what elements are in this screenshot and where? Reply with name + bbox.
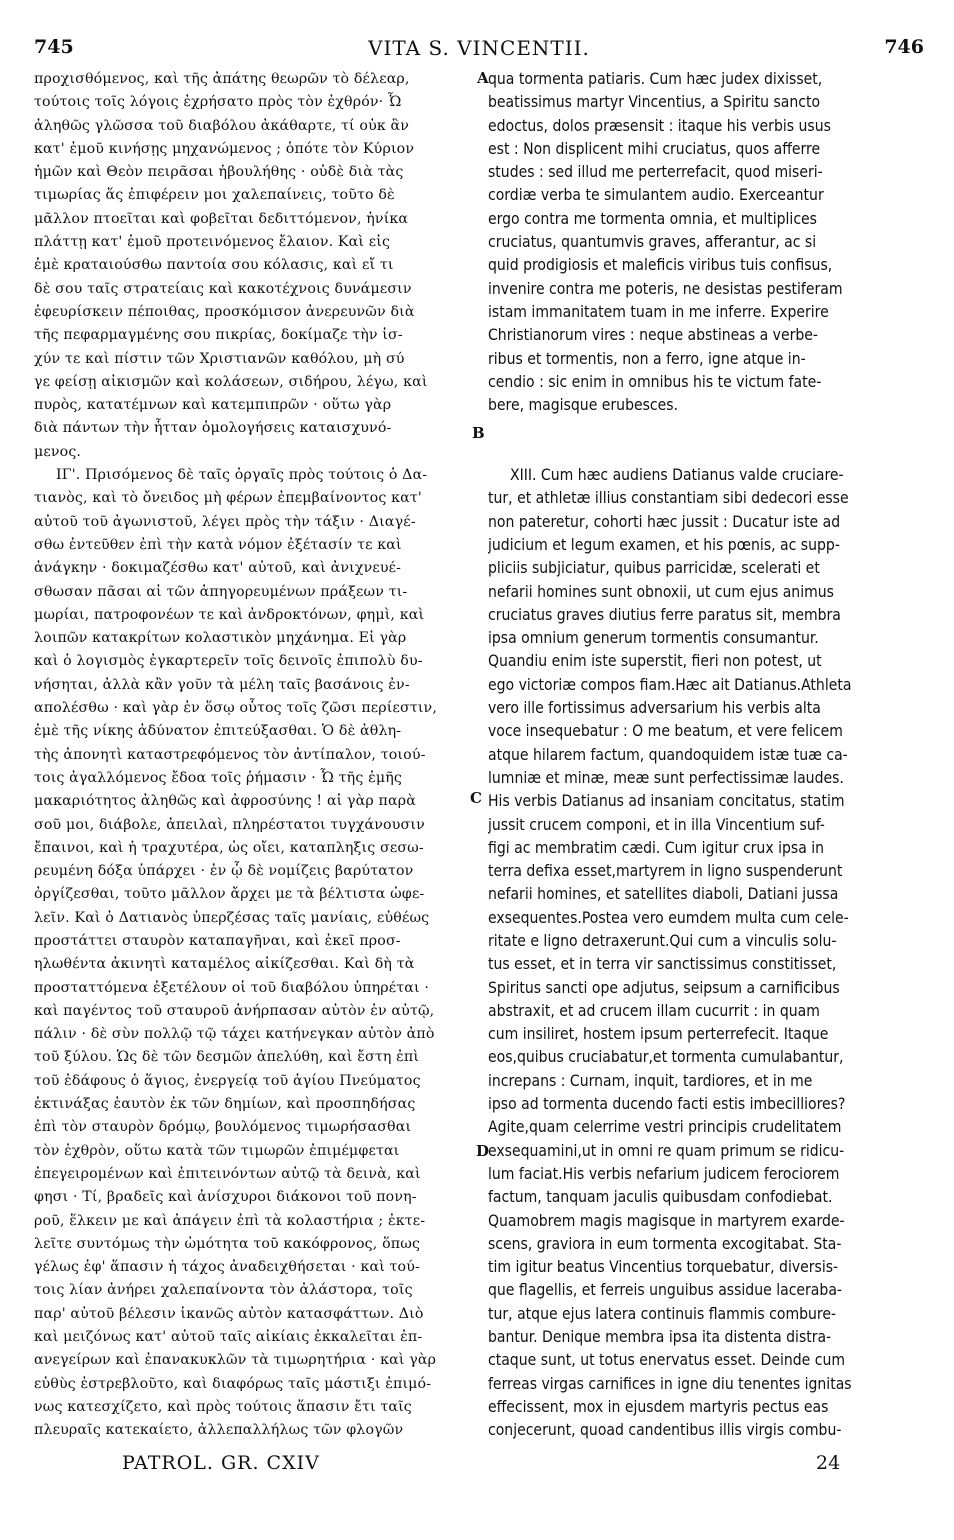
margin-marker-c: C (470, 789, 482, 807)
text-line: exsequamini,ut in omni re quam primum se ridicu- (488, 1141, 845, 1160)
footer-signature: PATROL. GR. CXIV (122, 1452, 320, 1474)
text-line: προστάττει σταυρὸν καταπαγῆναι, καὶ ἐκεῖ προσ- (34, 932, 401, 949)
text-line: τοῦ ἐδάφους ὁ ἅγιος, ἐνεργείᾳ τοῦ ἁγίου Πνεύματος (34, 1072, 421, 1089)
text-line: ἐμὲ τῆς νίκης ἀδύνατον ἐπιτεύξασθαι. Ὁ δὲ ἀθλη- (34, 723, 402, 740)
text-line: ΙΓ'. Πρισόμενος δὲ ταῖς ὀργαῖς πρὸς τούτοις ὁ Δα- (56, 467, 428, 484)
text-line: χύν τε καὶ πίστιν τῶν Χριστιανῶν καθόλου, μὴ σύ (34, 350, 405, 367)
text-line: cordiæ verba te simulantem audio. Exerceantur (488, 186, 824, 205)
text-line: καὶ ὁ λογισμὸς ἐγκαρτερεῖν τοῖς δεινοῖς ἐπιπολὺ δυ- (34, 653, 423, 670)
text-line: ροῦ, ἕλκειν με καὶ ἀπάγειν ἐπὶ τὰ κολαστήρια ; ἐκτε- (34, 1212, 426, 1229)
footer-number: 24 (816, 1452, 841, 1474)
text-line: judicium et legum examen, et his pœnis, ac supp- (488, 535, 840, 554)
text-line: τούτοις τοῖς λόγοις ἐχρήσατο πρὸς τὸν ἐχθρόν· Ὦ (34, 94, 402, 111)
text-line: τοις λίαν ἀνήρει χαλεπαίνοντα τὸν ἀλάστορα, τοῖς (34, 1282, 413, 1299)
text-line: ribus et tormentis, non a ferro, igne atque in- (488, 349, 806, 368)
text-line: lumniæ et minæ, meæ sunt perfectissimæ laudes. (488, 768, 844, 787)
text-line: invenire contra me poteris, ne desistas pestiferam (488, 279, 843, 298)
text-line: que flagellis, et ferreis unguibus assidue laceraba- (488, 1281, 842, 1300)
text-line: διὰ πάντων τὴν ἧτταν ὁμολογήσεις καταισχυνό- (34, 420, 392, 437)
text-line: τιμωρίας ἅς ἐπιφέρειν μοι χαλεπαίνεις, τοῦτο δὲ (34, 187, 395, 204)
text-line: cum insiliret, hostem ipsum perterrefecit. Itaque (488, 1025, 829, 1044)
text-line: ανεγείρων καὶ ἐπανακυκλῶν τὰ τιμωρητήρια · καὶ γὰρ (34, 1352, 437, 1369)
text-line: pliciis subjiciatur, quibus parricidæ, scelerati et (488, 559, 820, 578)
text-line: ergo contra me tormenta omnia, et multiplices (488, 209, 817, 228)
text-line: τῆς πεφαρμαγμένης σου πικρίας, δοκίμαζε τὴν ἰσ- (34, 327, 403, 344)
text-line: γε φείσῃ αἰκισμῶν καὶ κολάσεων, σιδήρου, λέγω, καὶ (34, 373, 428, 390)
text-line: τοῦ ξύλου. Ὡς δὲ τῶν δεσμῶν ἀπελύθη, καὶ ἔστη ἐπὶ (34, 1049, 420, 1066)
text-line: ὀργίζεσθαι, τοῦτο μᾶλλον ἄρχει με τὰ βέλτιστα ὠφε- (34, 886, 425, 903)
text-line: προσταττόμενα ἐξετέλουν οἱ τοῦ διαβόλου ὑπηρέται · (34, 979, 430, 996)
text-line: Quandiu enim iste superstit, fieri non potest, ut (488, 652, 822, 671)
text-line: πλευραῖς κατεκαίετο, ἀλλεπαλλήλως τῶν φλογῶν (34, 1422, 404, 1439)
text-line: lum faciat.His verbis nefarium judicem ferociorem (488, 1164, 840, 1183)
text-line: ηλωθέντα ἀκινητὶ καταμέλος αἰκίζεσθαι. Καὶ δὴ τὰ (34, 956, 415, 973)
text-line: σθωσαν πᾶσαι αἱ τῶν ἀπηγορευμένων πράξεων τι- (34, 583, 408, 600)
text-line: μωρίαι, πατροφονέων τε καὶ ἀνδροκτόνων, φημὶ, καὶ (34, 606, 425, 623)
text-line: nefarii homines, et satellites diaboli, Datiani jussa (488, 885, 839, 904)
text-line: ρευμένη δόξα ὑπάρχει · ἐν ᾧ δὲ νομίζεις βαρύτατον (34, 863, 414, 880)
text-line: ἀνάγκην · δοκιμαζέσθω κατ' αὐτοῦ, καὶ ἀνιχνευέ- (34, 560, 402, 577)
text-line: μακαριότητος ἀληθῶς καὶ ἀφροσύνης ! αἱ γὰρ παρὰ (34, 793, 416, 810)
text-line: ipsa omnium generum tormentis consumantur. (488, 629, 819, 648)
right-page-number: 746 (884, 36, 924, 58)
text-line: qua tormenta patiaris. Cum hæc judex dixisset, (488, 70, 823, 88)
text-line: ἔπαινοι, καὶ ἡ τραχυτέρα, ὡς οἴει, καταπληξις σεσω- (34, 839, 424, 856)
text-line: κατ' ἐμοῦ κινήσῃς μηχανώμενος ; ὁπότε τὸν Κύριον (34, 140, 415, 157)
text-line: bantur. Denique membra ipsa ita distenta distra- (488, 1328, 832, 1347)
text-line: eos,quibus cruciabatur,et tormenta cumulabantur, (488, 1048, 844, 1067)
text-line: cruciatus graves diutius ferre paratus sit, membra (488, 605, 841, 624)
text-line: ἐφευρίσκειν πέποιθας, προσκόμισον ἀνερευνῶν διὰ (34, 303, 415, 320)
text-line (488, 417, 924, 440)
text-line: σοῦ μοι, διάβολε, ἀπειλαὶ, πληρέστατοι τυγχάνουσιν (34, 816, 425, 833)
text-line: απολέσθω · καὶ γὰρ ἐν ὅσῳ οὗτος τοῖς ζῶσι περίεστιν, (34, 700, 437, 717)
text-line (488, 441, 924, 464)
text-line: γέλως ἐφ' ἅπασιν ἡ τάχος ἀναδειχθήσεται · καὶ τού- (34, 1259, 420, 1276)
text-line: αὐτοῦ τοῦ ἀγωνιστοῦ, λέγει πρὸς τὴν τάξιν · Διαγέ- (34, 513, 416, 530)
text-line: cendio : sic enim in omnibus his te victum fate- (488, 372, 822, 391)
text-line: καὶ μειζόνως κατ' αὐτοῦ ταῖς αἰκίαις ἐκκαλεῖται ἐπ- (34, 1329, 423, 1346)
margin-marker-d: D (476, 1142, 490, 1160)
text-line: εὐθὺς ἐστρεβλοῦτο, καὶ διαφόρως ταῖς μάστιξι ἐπιμό- (34, 1375, 432, 1392)
text-line: Christianorum vires : neque abstineas a verbe- (488, 326, 818, 345)
text-line: non pateretur, cohorti hæc jussit : Ducatur iste ad (488, 512, 841, 531)
latin-column (488, 68, 924, 1443)
text-line: jussit crucem componi, et in illa Vincentium suf- (488, 815, 825, 834)
text-line: δὲ σου ταῖς στρατείαις καὶ κακοτέχνοις δυνάμεσιν (34, 280, 412, 297)
text-line: nefarii homines sunt obnoxii, ut cum ejus animus (488, 582, 834, 601)
text-line: His verbis Datianus ad insaniam concitatus, statim (488, 792, 845, 811)
text-line: Spiritus sancti ope adjutus, seipsum a carnificibus (488, 978, 840, 997)
text-line: ἐκτινάξας ἑαυτὸν ἐκ τῶν δημίων, καὶ προσπηδήσας (34, 1096, 416, 1113)
text-line: ego victoriæ compos fiam.Hæc ait Datianus.Athleta (488, 675, 852, 694)
text-line: beatissimus martyr Vincentius, a Spiritu sancto (488, 93, 821, 112)
text-line: factum, tanquam jaculis quibusdam confodiebat. (488, 1188, 833, 1207)
text-line: tur, et athletæ illius constantiam sibi dedecori esse (488, 489, 849, 508)
text-line: λεῖτε συντόμως τὴν ὠμότητα τοῦ κακόφρονος, ὅπως (34, 1235, 421, 1252)
text-line: figi ac membratim cædi. Cum igitur crux ipsa in (488, 838, 825, 857)
text-line: scens, graviora in eum tormenta excogitabat. Sta- (488, 1234, 842, 1253)
text-line: τιανὸς, καὶ τὸ ὄνειδος μὴ φέρων ἐπεμβαίνοντος κατ' (34, 490, 422, 507)
text-line: ἀληθῶς γλῶσσα τοῦ διαβόλου ἀκάθαρτε, τί οὐκ ἂν (34, 117, 410, 134)
text-line: Quamobrem magis magisque in martyrem exarde- (488, 1211, 845, 1230)
text-line: πλάττῃ κατ' ἐμοῦ προτεινόμενος ἔλαιον. Καὶ εἰς (34, 234, 391, 251)
text-line: ferreas virgas carnifices in igne diu tenentes ignitas (488, 1374, 852, 1393)
text-line: tus esset, et in terra vir sanctissimus constitisset, (488, 955, 837, 974)
text-line: νήσηται, ἀλλὰ κἂν γοῦν τὰ μέλη ταῖς βασάνοις ἐν- (34, 676, 410, 693)
text-line: effecissent, mox in ejusdem martyris pectus eas (488, 1397, 829, 1416)
text-line: σθω ἐντεῦθεν ἐπὶ τὴν κατὰ νόμον ἐξέτασίν τε καὶ (34, 536, 402, 553)
text-line: istam immanitatem tuam in me inferre. Experire (488, 302, 829, 321)
text-line: παρ' αὐτοῦ βέλεσιν ἱκανῶς αὐτὸν κατασφάττων. Διὸ (34, 1305, 424, 1322)
text-line: ἐμὲ κραταιούσθω παντοία σου κόλασις, καὶ εἴ τι (34, 257, 394, 274)
text-line: quid prodigiosis et maleficis viribus tuis confisus, (488, 256, 833, 275)
text-line: φησι · Τί, βραδεῖς καὶ ἀνίσχυροι διάκονοι τοῦ πονη- (34, 1189, 417, 1206)
text-line: cruciatus, quantumvis graves, afferantur, ac si (488, 233, 817, 252)
text-line: ritate e ligno detraxerunt.Qui cum a vinculis solu- (488, 931, 837, 950)
text-line: abstraxit, et ad crucem illam cucurrit : in quam (488, 1001, 820, 1020)
text-line: λεῖν. Καὶ ὁ Δατιανὸς ὑπερζέσας ταῖς μανίαις, εὐθέως (34, 909, 430, 926)
text-line: τὸν ἐχθρὸν, οὕτω κατὰ τῶν τιμωρῶν ἐπιμέμφεται (34, 1142, 400, 1159)
text-line: προχισθόμενος, καὶ τῆς ἀπάτης θεωρῶν τὸ δέλεαρ, (34, 71, 410, 87)
text-line: καὶ παγέντος τοῦ σταυροῦ ἀνήρπασαν αὐτὸν ἐν αὐτῷ, (34, 1002, 435, 1019)
text-line: τοις ἀγαλλόμενος ἔδοα τοῖς ῥήμασιν · Ὦ τῆς ἐμῆς (34, 769, 402, 786)
text-line: increpans : Curnam, inquit, tardiores, et in me (488, 1071, 813, 1090)
text-line: ἐπεγειρομένων καὶ ἐπιτεινόντων αὐτῷ τὰ δεινὰ, καὶ (34, 1165, 421, 1182)
text-line: τὴς ἀπονητὶ καταστρεφόμενος τὸν ἀντίπαλον, τοιού- (34, 746, 426, 763)
text-line: λοιπῶν κατακρίτων κολαστικὸν μηχάνημα. Εἰ γὰρ (34, 630, 407, 647)
text-line: vero ille fortissimus adversarium his verbis alta (488, 699, 821, 718)
margin-marker-a: A (477, 69, 489, 87)
text-line: conjecerunt, quoad candentibus illis virgis combu- (488, 1421, 842, 1440)
text-line: ctaque sunt, ut totus enervatus esset. Deinde cum (488, 1351, 846, 1370)
text-line: atque hilarem factum, quandoquidem istæ tuæ ca- (488, 745, 848, 764)
text-line: ἐπὶ τὸν σταυρὸν δρόμῳ, βουλόμενος τιμωρήσασθαι (34, 1119, 412, 1136)
text-line: est : Non displicent mihi cruciatus, quos afferre (488, 139, 821, 158)
greek-column (34, 68, 478, 1443)
text-line: XIII. Cum hæc audiens Datianus valde cruciare- (510, 466, 844, 485)
text-line: πάλιν · δὲ σὺν πολλῷ τῷ τάχει κατήνεγκαν αὐτὸν ἀπὸ (34, 1026, 435, 1043)
text-line: edoctus, dolos præsensit : itaque his verbis usus (488, 116, 831, 135)
left-page-number: 745 (34, 36, 74, 58)
text-line: νως κατεσχίζετο, καὶ πρὸς τούτοις ἅπασιν ἔτι ταῖς (34, 1398, 412, 1415)
text-line: μᾶλλον πτοεῖται καὶ φοβεῖται δεδιττόμενον, ἡνίκα (34, 210, 409, 227)
text-line: tur, atque ejus latera continuis flammis combure- (488, 1304, 837, 1323)
text-line: ipso ad tormenta ducendo facti estis imbecilliores? (488, 1095, 846, 1114)
text-line: voce insequebatur : O me beatum, et vere felicem (488, 722, 843, 741)
margin-marker-b: B (472, 424, 485, 442)
text-line: terra defixa esset,martyrem in ligno suspenderunt (488, 862, 843, 881)
text-line: studes : sed illud me perterrefacit, quod miseri- (488, 163, 823, 182)
page-header (34, 36, 924, 66)
text-line: πυρὸς, κατατέμνων καὶ κατεμπιπρῶν · οὕτω γὰρ (34, 397, 392, 414)
text-line: μενος. (34, 443, 82, 460)
text-line: tim igitur beatus Vincentius torquebatur, diversis- (488, 1258, 839, 1277)
text-line: ἡμῶν καὶ Θεὸν πειρᾶσαι ἠβουλήθης · οὐδὲ διὰ τὰς (34, 164, 404, 181)
text-line: bere, magisque erubesces. (488, 396, 679, 415)
text-line: exsequentes.Postea vero eumdem multa cum cele- (488, 908, 849, 927)
running-title: VITA S. VINCENTII. (368, 36, 590, 60)
text-line: Agite,quam celerrime vestri principis crudelitatem (488, 1118, 842, 1137)
